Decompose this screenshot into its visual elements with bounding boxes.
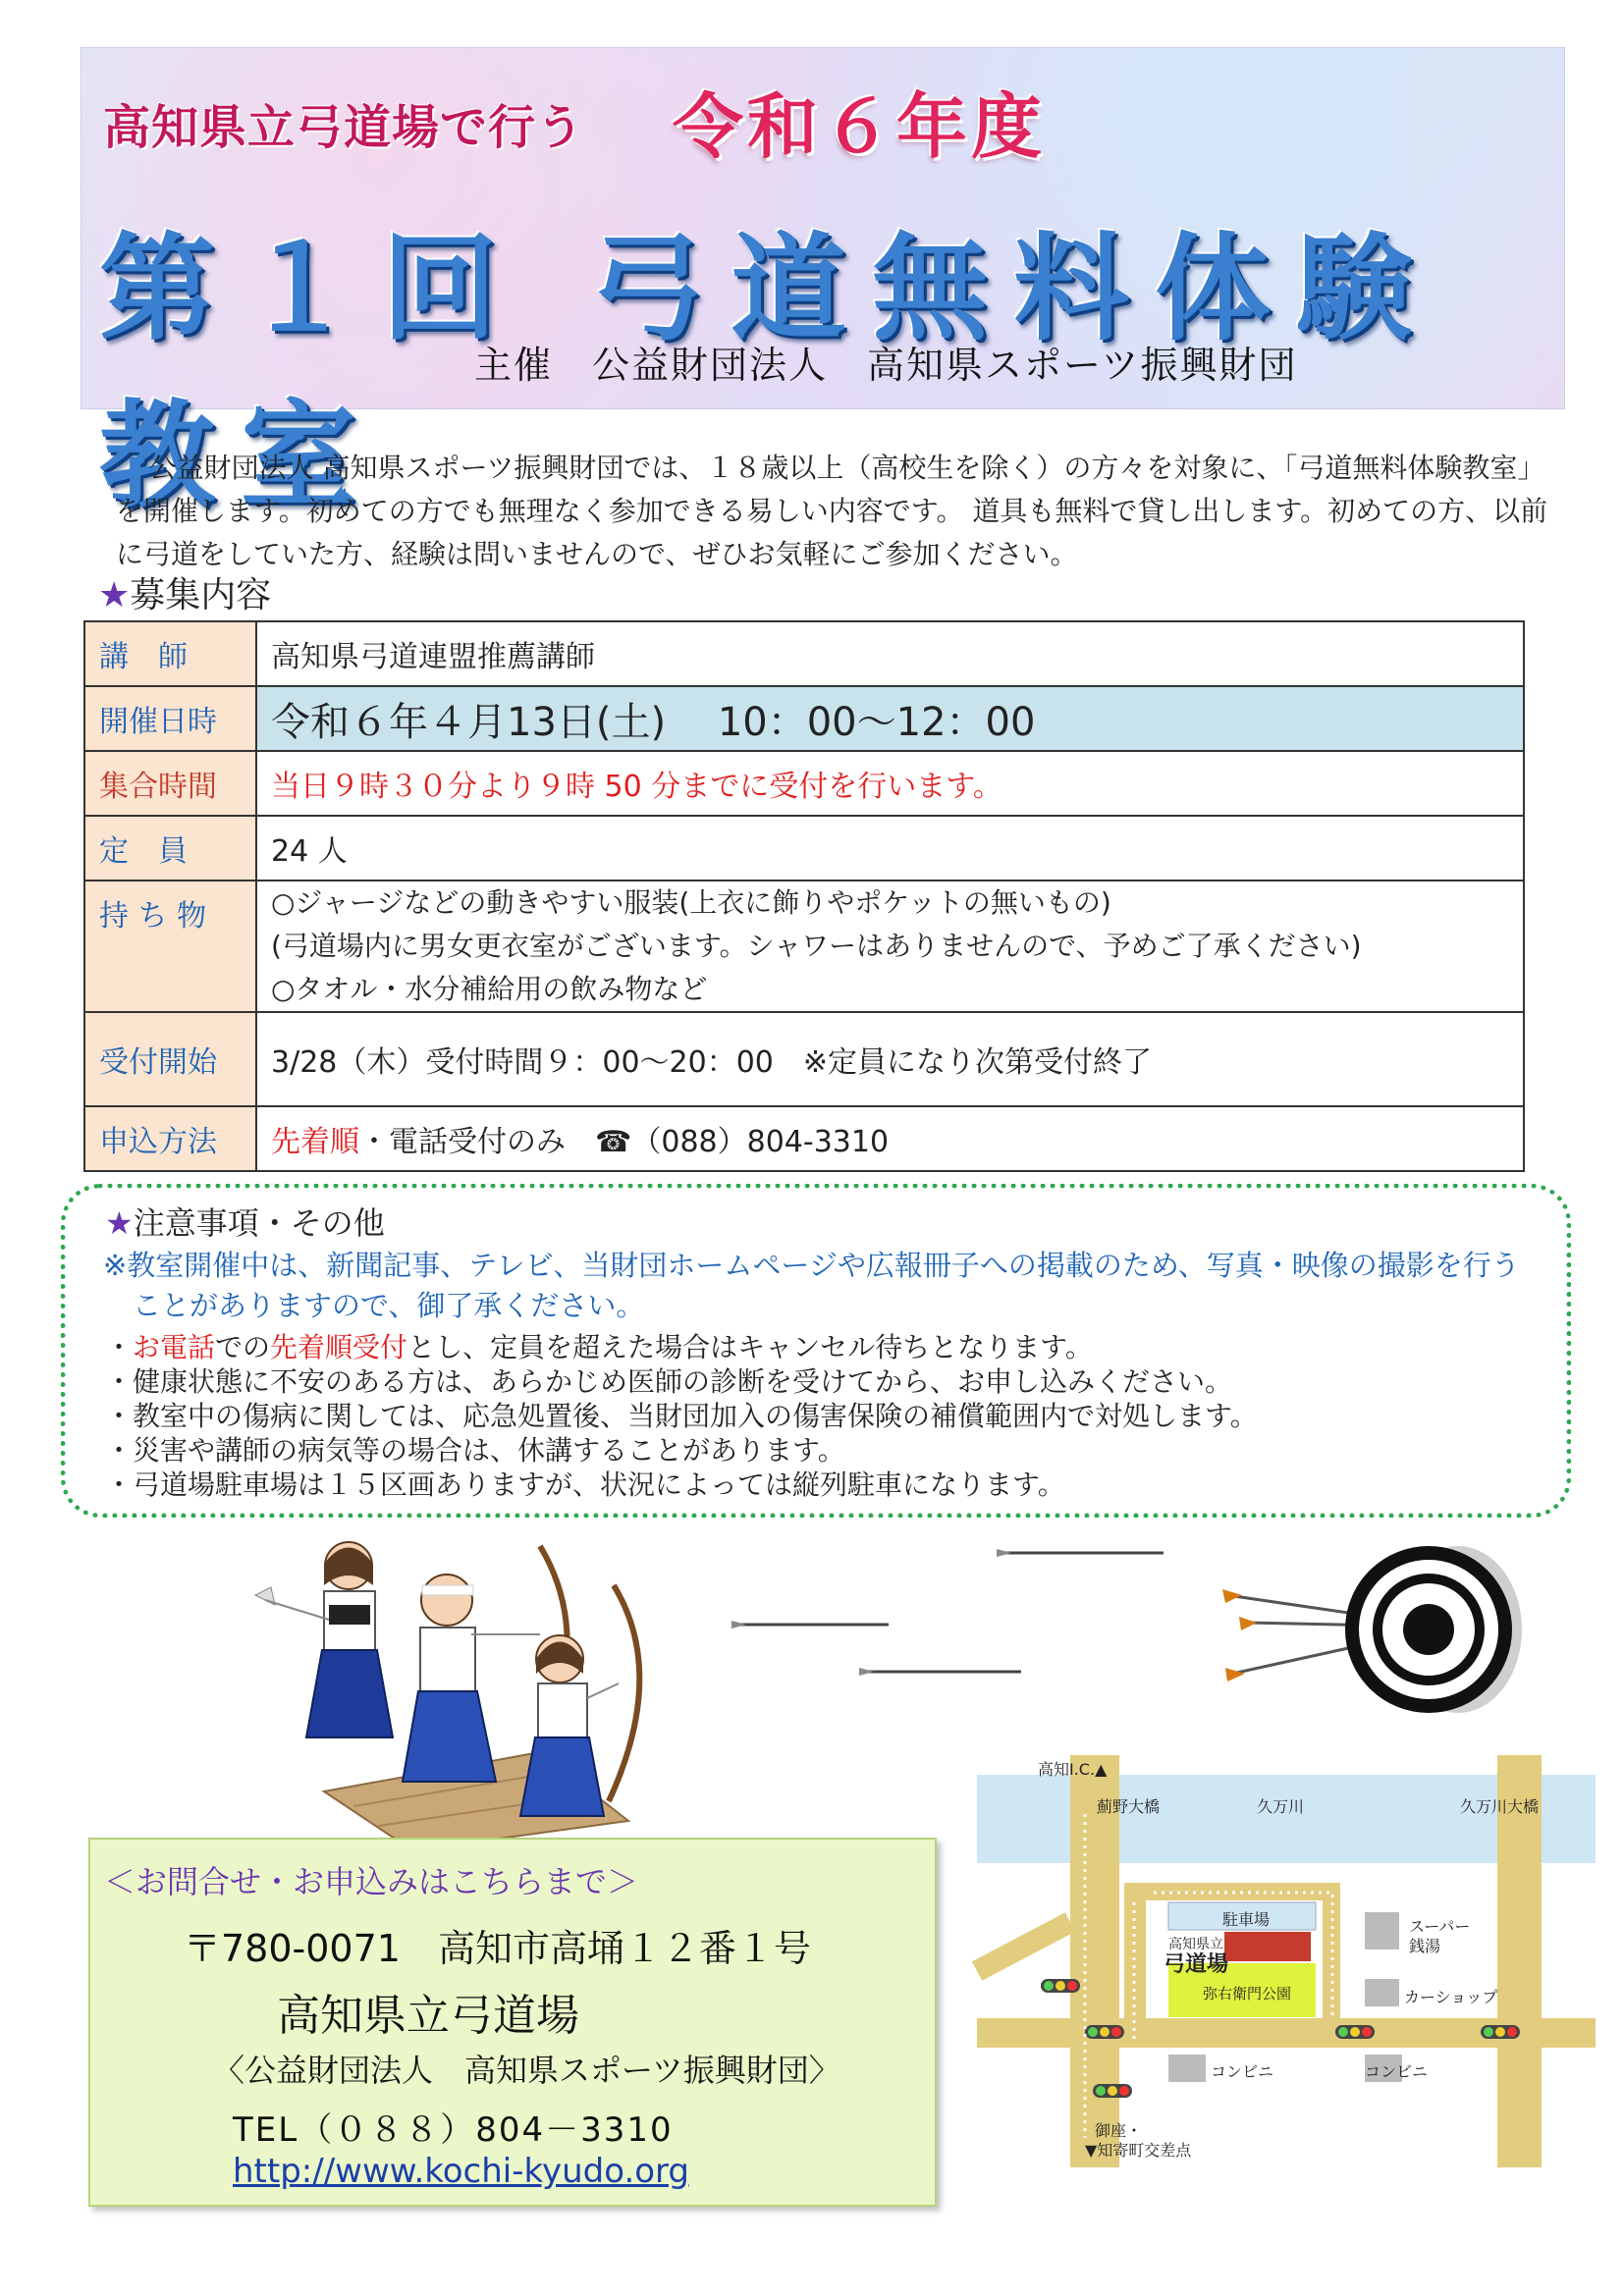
notes-notice <box>103 1246 1537 1326</box>
map-label-conv1: コンビニ <box>1211 2062 1274 2081</box>
apply-label: 申込方法 <box>84 1106 256 1171</box>
date-label: 開催日時 <box>84 686 256 751</box>
items-line2: (弓道場内に男女更衣室がございます。シャワーはありませんので、予めご了承ください) <box>271 930 1362 962</box>
table-row <box>84 621 1524 686</box>
capacity-label: 定 員 <box>84 816 256 881</box>
list-item: ・ 弓道場駐車場は１５区画ありますが、状況によっては縦列駐車になります。 <box>105 1468 1539 1502</box>
notes-heading-text: 注意事項・その他 <box>133 1204 385 1242</box>
traffic-light-icon <box>1335 2025 1375 2039</box>
star-icon: ★ <box>105 1204 134 1242</box>
items-line3: ○タオル・水分補給用の飲み物など <box>271 973 708 1005</box>
road <box>1497 1755 1542 2167</box>
map-graphic <box>977 1755 1596 2167</box>
meet-value: 当日９時３０分より９時 50 分までに受付を行います。 <box>256 751 1524 816</box>
banner-host: 主催 公益財団法人 高知県スポーツ振興財団 <box>474 344 1298 387</box>
apply-rest: ・電話受付のみ ☎（088）804-3310 <box>359 1125 890 1159</box>
map-label-bottom2: ▼知寄町交差点 <box>1085 2141 1192 2160</box>
table-row <box>84 881 1524 1012</box>
traffic-light-icon <box>1085 2025 1124 2039</box>
map-label-dojo-small: 高知県立 <box>1168 1937 1223 1952</box>
notes-heading <box>105 1199 385 1244</box>
note-red-first: 先着順受付 <box>270 1331 408 1363</box>
banner-subtitle: 高知県立弓道場で行う <box>103 100 585 155</box>
map-label-parking: 駐車場 <box>1222 1910 1271 1929</box>
date-value: 令和６年４月13日(土) 10：00～12：00 <box>256 686 1524 751</box>
map-label-bottom1: 御座・ <box>1095 2121 1143 2140</box>
traffic-light-icon <box>1041 1979 1080 1993</box>
arrow-icon <box>997 1549 1164 1557</box>
dojo-building <box>1224 1932 1311 1961</box>
list-item: ・ 教室中の傷病に関しては、応急処置後、当財団加入の傷害保険の補償範囲内で対処します。 <box>105 1399 1539 1433</box>
map-label-park: 弥右衛門公園 <box>1203 1985 1292 2002</box>
map-label-bridge1: 薊野大橋 <box>1097 1797 1161 1816</box>
contact-address: 〒780-0071 高知市高埇１２番１号 <box>184 1927 811 1970</box>
contact-heading: ＜お問合せ・お申込みはこちらまで＞ <box>104 1863 639 1900</box>
contact-org: 〈公益財団法人 高知県スポーツ振興財団〉 <box>213 2052 840 2089</box>
table-row <box>84 1012 1524 1106</box>
map-label-dojo: 弓道場 <box>1164 1952 1229 1977</box>
banner-year: 令和６年度 <box>673 85 1047 168</box>
capacity-value: 24 人 <box>256 816 1524 881</box>
meet-label: 集合時間 <box>84 751 256 816</box>
note-text: とし、定員を超えた場合はキャンセル待ちとなります。 <box>407 1331 1093 1363</box>
traffic-light-icon <box>1481 2025 1520 2039</box>
intro-paragraph <box>116 447 1554 576</box>
arrow-icon <box>731 1621 889 1629</box>
contact-url-link[interactable]: http://www.kochi-kyudo.org <box>233 2152 690 2191</box>
map-label-river: 久万川 <box>1257 1797 1305 1816</box>
map-label-super: スーパー <box>1409 1917 1471 1936</box>
map-label-ic: 高知I.C.▲ <box>1038 1760 1108 1779</box>
notes-box <box>61 1184 1571 1518</box>
table-row <box>84 751 1524 816</box>
note-text: での <box>215 1331 271 1363</box>
notice-line1: ※教室開催中は、新聞記事、テレビ、当財団ホームページや広報冊子への掲載のため、写真・映像の撮影を行う <box>103 1249 1520 1282</box>
list-item: ・ 健康状態に不安のある方は、あらかじめ医師の診断を受けてから、お申し込みください。 <box>105 1364 1539 1399</box>
contact-name: 高知県立弓道場 <box>277 1991 579 2041</box>
list-item <box>105 1330 1539 1364</box>
table-row <box>84 816 1524 881</box>
instructor-label: 講 師 <box>84 621 256 686</box>
instructor-value: 高知県弓道連盟推薦講師 <box>256 621 1524 686</box>
table-row <box>84 1106 1524 1171</box>
notes-list <box>105 1330 1539 1502</box>
items-value <box>256 881 1524 1012</box>
access-map <box>977 1755 1596 2167</box>
reception-label: 受付開始 <box>84 1012 256 1106</box>
map-label-bath: 銭湯 <box>1409 1937 1441 1955</box>
notice-line2: ことがありますので、御了承ください。 <box>133 1289 645 1322</box>
list-item: ・ 災害や講師の病気等の場合は、休講することがあります。 <box>105 1433 1539 1468</box>
star-icon: ★ <box>98 575 131 615</box>
apply-first: 先着順 <box>271 1125 359 1159</box>
road <box>1070 1755 1119 2167</box>
traffic-light-icon <box>1093 2084 1132 2098</box>
target-icon <box>1352 1546 1522 1713</box>
recruit-heading-text: 募集内容 <box>130 575 272 615</box>
contact-box <box>88 1838 937 2207</box>
reception-value: 3/28（木）受付時間９：00～20：00 ※定員になり次第受付終了 <box>256 1012 1524 1106</box>
contact-tel: TEL（０８８）804－3310 <box>233 2110 674 2150</box>
apply-value <box>256 1106 1524 1171</box>
intro-text: 公益財団法人 高知県スポーツ振興財団では、１８歳以上（高校生を除く）の方々を対象に、「弓道無料体験教室」を開催します。初めての方でも無理なく参加できる易しい内容です。 道具も無料で貸し出します。初めての方、以前に弓道をしていた方、経験は問いませんので、ぜひお気軽にご参加ください。 <box>116 452 1548 570</box>
items-label: 持 ち 物 <box>84 881 256 1012</box>
note-red-phone: お電話 <box>133 1331 216 1363</box>
recruit-heading <box>98 567 271 617</box>
items-line1: ○ジャージなどの動きやすい服装(上衣に飾りやポケットの無いもの) <box>271 886 1111 919</box>
map-label-conv2: コンビニ <box>1365 2062 1429 2081</box>
recruit-table <box>83 620 1525 1172</box>
arrow-icon <box>859 1668 1021 1676</box>
table-row <box>84 686 1524 751</box>
archer-icon <box>255 1542 393 1737</box>
map-label-carshop: カーショップ <box>1404 1988 1498 2006</box>
map-label-bridge2: 久万川大橋 <box>1460 1797 1540 1816</box>
archer-icon <box>520 1585 639 1816</box>
banner-title: 第１回 弓道無料体験教室 <box>99 221 1438 523</box>
